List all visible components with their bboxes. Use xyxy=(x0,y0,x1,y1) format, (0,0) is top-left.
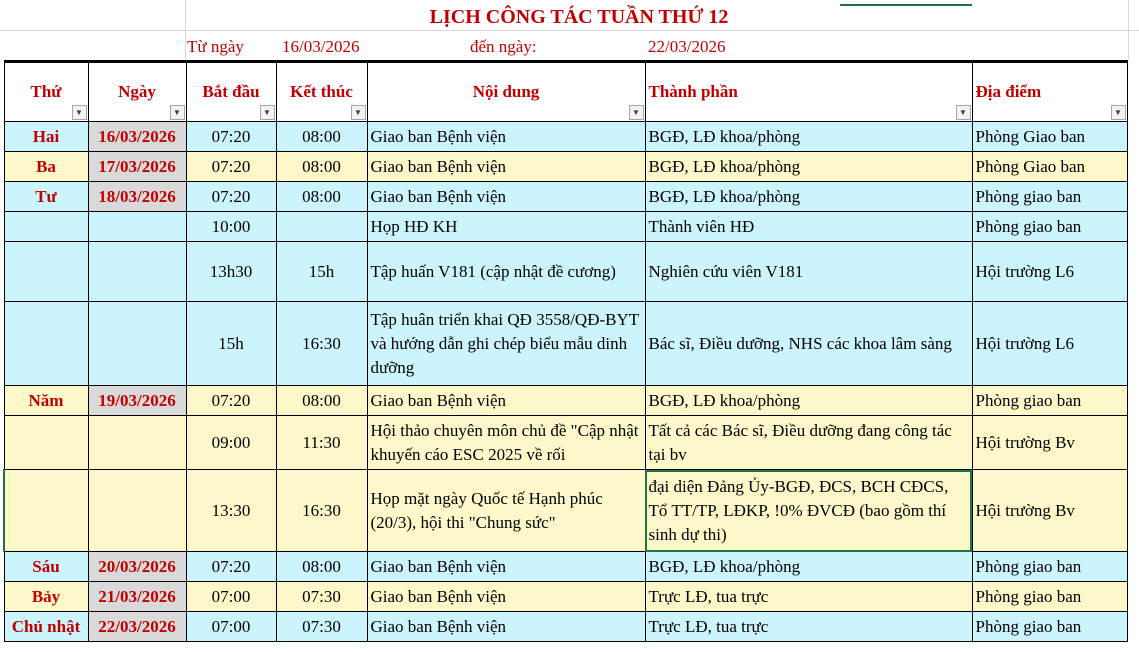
schedule-table xyxy=(3,60,1128,642)
cell-thanh-phan[interactable]: BGĐ, LĐ khoa/phòng xyxy=(645,386,972,416)
table-row xyxy=(4,302,1127,386)
cell-thu[interactable]: Năm xyxy=(4,386,88,416)
table-row xyxy=(4,552,1127,582)
cell-thu[interactable]: Hai xyxy=(4,122,88,152)
cell-ket-thuc[interactable]: 11:30 xyxy=(276,416,367,470)
cell-noi-dung[interactable]: Giao ban Bệnh viện xyxy=(367,552,645,582)
cell-dia-diem[interactable]: Phòng giao ban xyxy=(972,212,1127,242)
cell-dia-diem[interactable]: Hội trường L6 xyxy=(972,242,1127,302)
cell-ket-thuc[interactable]: 08:00 xyxy=(276,122,367,152)
filter-dropdown-icon[interactable]: ▼ xyxy=(956,105,971,120)
cell-noi-dung[interactable]: Giao ban Bệnh viện xyxy=(367,386,645,416)
cell-thu[interactable]: Sáu xyxy=(4,552,88,582)
cell-noi-dung[interactable]: Giao ban Bệnh viện xyxy=(367,612,645,642)
cell-noi-dung[interactable]: Tập huấn V181 (cập nhật đề cương) xyxy=(367,242,645,302)
table-row xyxy=(4,386,1127,416)
cell-ngay[interactable] xyxy=(88,212,186,242)
col-header-bat-dau[interactable]: Bắt đầu ▼ xyxy=(186,62,276,122)
cell-ngay[interactable] xyxy=(88,242,186,302)
cell-thu[interactable]: Tư xyxy=(4,182,88,212)
cell-ngay[interactable]: 22/03/2026 xyxy=(88,612,186,642)
cell-dia-diem[interactable]: Hội trường L6 xyxy=(972,302,1127,386)
cell-thanh-phan[interactable]: Trực LĐ, tua trực xyxy=(645,612,972,642)
col-header-thanh-phan[interactable]: Thành phần ▼ xyxy=(645,62,972,122)
to-date[interactable]: 22/03/2026 xyxy=(648,37,726,56)
cell-noi-dung[interactable]: Họp mặt ngày Quốc tế Hạnh phúc (20/3), hội thi "Chung sức" xyxy=(367,470,645,552)
cell-thu[interactable] xyxy=(4,302,88,386)
cell-dia-diem[interactable]: Phòng giao ban xyxy=(972,182,1127,212)
gridline xyxy=(1128,0,1129,60)
cell-thanh-phan[interactable]: Nghiên cứu viên V181 xyxy=(645,242,972,302)
cell-bat-dau[interactable]: 07:20 xyxy=(186,552,276,582)
cell-bat-dau[interactable]: 07:20 xyxy=(186,122,276,152)
cell-noi-dung[interactable]: Giao ban Bệnh viện xyxy=(367,182,645,212)
cell-bat-dau[interactable]: 10:00 xyxy=(186,212,276,242)
page-title[interactable]: LỊCH CÔNG TÁC TUẦN THỨ 12 xyxy=(429,6,729,28)
cell-bat-dau[interactable]: 13h30 xyxy=(186,242,276,302)
header-row xyxy=(4,62,1127,122)
cell-ket-thuc[interactable]: 16:30 xyxy=(276,470,367,552)
cell-ket-thuc[interactable]: 08:00 xyxy=(276,386,367,416)
cell-thanh-phan[interactable]: Trực LĐ, tua trực xyxy=(645,582,972,612)
table-row xyxy=(4,612,1127,642)
cell-ngay[interactable]: 20/03/2026 xyxy=(88,552,186,582)
cell-ket-thuc[interactable]: 16:30 xyxy=(276,302,367,386)
table-row xyxy=(4,582,1127,612)
cell-ket-thuc[interactable]: 07:30 xyxy=(276,612,367,642)
table-row xyxy=(4,416,1127,470)
cell-bat-dau[interactable]: 15h xyxy=(186,302,276,386)
cell-bat-dau[interactable]: 07:00 xyxy=(186,612,276,642)
cell-dia-diem[interactable]: Phòng Giao ban xyxy=(972,152,1127,182)
table-row xyxy=(4,182,1127,212)
gridline xyxy=(0,30,1139,31)
cell-thu[interactable] xyxy=(4,242,88,302)
cell-ngay[interactable]: 21/03/2026 xyxy=(88,582,186,612)
cell-thu[interactable] xyxy=(4,470,88,552)
cell-dia-diem[interactable]: Phòng giao ban xyxy=(972,582,1127,612)
cell-thu[interactable]: Chủ nhật xyxy=(4,612,88,642)
cell-noi-dung[interactable]: Tập huân triển khai QĐ 3558/QĐ-BYT và hướng dẫn ghi chép biểu mẫu dinh dưỡng xyxy=(367,302,645,386)
cell-dia-diem[interactable]: Phòng giao ban xyxy=(972,552,1127,582)
cell-ket-thuc[interactable]: 07:30 xyxy=(276,582,367,612)
cell-thu[interactable] xyxy=(4,416,88,470)
cell-thu[interactable]: Ba xyxy=(4,152,88,182)
filter-dropdown-icon[interactable]: ▼ xyxy=(260,105,275,120)
filter-dropdown-icon[interactable]: ▼ xyxy=(170,105,185,120)
from-label[interactable]: Từ ngày xyxy=(187,37,244,56)
cell-noi-dung[interactable]: Giao ban Bệnh viện xyxy=(367,582,645,612)
from-date[interactable]: 16/03/2026 xyxy=(282,37,360,56)
cell-dia-diem[interactable]: Phòng giao ban xyxy=(972,386,1127,416)
table-row xyxy=(4,470,1127,552)
col-header-thu[interactable]: Thứ ▼ xyxy=(4,62,88,122)
cell-ket-thuc[interactable]: 15h xyxy=(276,242,367,302)
filter-dropdown-icon[interactable]: ▼ xyxy=(1111,105,1126,120)
cell-ngay[interactable]: 18/03/2026 xyxy=(88,182,186,212)
cell-ket-thuc[interactable]: 08:00 xyxy=(276,152,367,182)
cell-thanh-phan[interactable]: Tất cả các Bác sĩ, Điều dưỡng đang công tác tại bv xyxy=(645,416,972,470)
cell-thanh-phan-selected[interactable]: đại diện Đảng Ủy-BGĐ, ĐCS, BCH CĐCS, Tổ TT/TP, LĐKP, !0% ĐVCĐ (bao gồm thí sinh dự thi) xyxy=(645,470,972,552)
table-row xyxy=(4,242,1127,302)
filter-dropdown-icon[interactable]: ▼ xyxy=(72,105,87,120)
filter-dropdown-icon[interactable]: ▼ xyxy=(351,105,366,120)
cell-thanh-phan[interactable]: BGĐ, LĐ khoa/phòng xyxy=(645,152,972,182)
cell-thanh-phan[interactable]: BGĐ, LĐ khoa/phòng xyxy=(645,122,972,152)
cell-bat-dau[interactable]: 13:30 xyxy=(186,470,276,552)
filter-dropdown-icon[interactable]: ▼ xyxy=(629,105,644,120)
cell-ket-thuc[interactable]: 08:00 xyxy=(276,182,367,212)
cell-ngay[interactable]: 19/03/2026 xyxy=(88,386,186,416)
cell-dia-diem[interactable]: Hội trường Bv xyxy=(972,416,1127,470)
table-row xyxy=(4,212,1127,242)
cell-thanh-phan[interactable]: BGĐ, LĐ khoa/phòng xyxy=(645,552,972,582)
cell-noi-dung[interactable]: Giao ban Bệnh viện xyxy=(367,122,645,152)
cell-thanh-phan[interactable]: Bác sĩ, Điều dưỡng, NHS các khoa lâm sàng xyxy=(645,302,972,386)
cell-thanh-phan[interactable]: BGĐ, LĐ khoa/phòng xyxy=(645,182,972,212)
cell-bat-dau[interactable]: 07:20 xyxy=(186,182,276,212)
cell-thu[interactable] xyxy=(4,212,88,242)
cell-noi-dung[interactable]: Họp HĐ KH xyxy=(367,212,645,242)
col-header-noi-dung[interactable]: Nội dung ▼ xyxy=(367,62,645,122)
cell-ngay[interactable] xyxy=(88,470,186,552)
cell-ngay[interactable]: 16/03/2026 xyxy=(88,122,186,152)
cell-bat-dau[interactable]: 07:00 xyxy=(186,582,276,612)
cell-bat-dau[interactable]: 09:00 xyxy=(186,416,276,470)
table-row xyxy=(4,152,1127,182)
col-header-ngay[interactable]: Ngày ▼ xyxy=(88,62,186,122)
cell-noi-dung[interactable]: Giao ban Bệnh viện xyxy=(367,152,645,182)
col-header-ket-thuc[interactable]: Kết thúc ▼ xyxy=(276,62,367,122)
cell-ket-thuc[interactable] xyxy=(276,212,367,242)
col-header-dia-diem[interactable]: Địa điểm ▼ xyxy=(972,62,1127,122)
cell-dia-diem[interactable]: Hội trường Bv xyxy=(972,470,1127,552)
cell-bat-dau[interactable]: 07:20 xyxy=(186,152,276,182)
cell-ngay[interactable] xyxy=(88,416,186,470)
cell-ngay[interactable]: 17/03/2026 xyxy=(88,152,186,182)
cell-dia-diem[interactable]: Phòng Giao ban xyxy=(972,122,1127,152)
cell-dia-diem[interactable]: Phòng giao ban xyxy=(972,612,1127,642)
cell-bat-dau[interactable]: 07:20 xyxy=(186,386,276,416)
to-label[interactable]: đến ngày: xyxy=(470,37,537,56)
table-row xyxy=(4,122,1127,152)
cell-thu[interactable]: Bảy xyxy=(4,582,88,612)
cell-thanh-phan[interactable]: Thành viên HĐ xyxy=(645,212,972,242)
cell-ket-thuc[interactable]: 08:00 xyxy=(276,552,367,582)
cell-noi-dung[interactable]: Hội thảo chuyên môn chủ đề "Cập nhật khuyến cáo ESC 2025 về rối xyxy=(367,416,645,470)
cell-ngay[interactable] xyxy=(88,302,186,386)
